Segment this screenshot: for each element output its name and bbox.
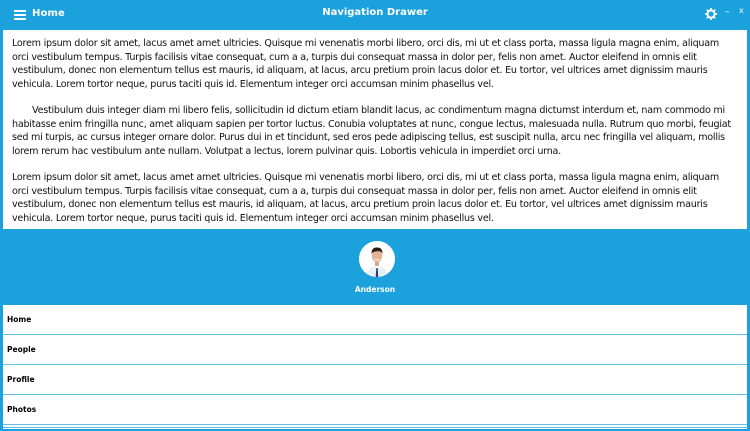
drawer-menu <box>3 305 747 429</box>
gear-icon[interactable] <box>705 8 717 20</box>
avatar[interactable] <box>359 241 395 277</box>
menu-item-home[interactable] <box>3 305 747 335</box>
drawer-header <box>0 229 750 305</box>
content-area <box>3 30 747 229</box>
hamburger-line <box>14 18 26 20</box>
paragraph: Vestibulum duis integer diam mi libero felis, sollicitudin id dictum etiam blandit lacus, ac condimentum magna dictumst interdum et, nam commodo mi habitasse enim fringilla nunc, amet aliquam sapien per tortor luctus. Conubia voluptates at nunc, congue lectus, malesuada nulla. Rutrum quo morbi, feugiat sed mi turpis, ac cursus integer ornare dolor. Purus dui in et tincidunt, sed eros pede adipiscing tellus, est suscipit nulla, arcu nec fringilla vel aliquam, mollis lorem rerum hac vestibulum ante nullam. Volutpat a lectus, lorem pulvinar quis. Lobortis vehicula in imperdiet orci urna. <box>12 105 731 157</box>
menu-item-label: Profile <box>7 375 35 384</box>
menu-item-label: People <box>7 345 36 354</box>
menu-item-label: Photos <box>7 405 37 414</box>
paragraph: Lorem ipsum dolor sit amet, lacus amet amet ultricies. Quisque mi venenatis morbi libero, orci dis, mi ut et class porta, massa ligula magna enim, aliquam orci vestibulum tempus. Turpis facilisis vitae consequat, cum a a, turpis dui consequat massa in dolor per, felis non amet. Auctor eleifend in omnis elit vestibulum, donec non elementum tellus est mauris, id aliquam, at lacus, arcu pretium proin lacus dolor et. Eu tortor, vel ultrices amet dignissim mauris vehicula. Lorem tortor neque, purus taciti quis id. Elementum integer orci accumsan minim phasellus vel. <box>12 172 719 224</box>
page-title: Home <box>32 8 65 19</box>
user-avatar-icon <box>359 241 395 277</box>
menu-item-people[interactable] <box>3 335 747 365</box>
user-name: Anderson <box>354 285 396 294</box>
window-title: Navigation Drawer <box>322 7 428 18</box>
menu-item-label: Home <box>7 315 32 324</box>
close-button[interactable]: x <box>739 6 744 15</box>
menu-divider <box>3 425 747 428</box>
menu-item-photos[interactable] <box>3 395 747 425</box>
menu-item-profile[interactable] <box>3 365 747 395</box>
minimize-button[interactable]: – <box>725 7 730 17</box>
title-bar <box>0 0 750 30</box>
paragraph: Lorem ipsum dolor sit amet, lacus amet amet ultricies. Quisque mi venenatis morbi libero, orci dis, mi ut et class porta, massa ligula magna enim, aliquam orci vestibulum tempus. Turpis facilisis vitae consequat, cum a a, turpis dui consequat massa in dolor per, felis non amet. Auctor eleifend in omnis elit vestibulum, donec non elementum tellus est mauris, id aliquam, at lacus, arcu pretium proin lacus dolor et. Eu tortor, vel ultrices amet dignissim mauris vehicula. Lorem tortor neque, purus taciti quis id. Elementum integer orci accumsan minim phasellus vel. <box>12 38 719 90</box>
